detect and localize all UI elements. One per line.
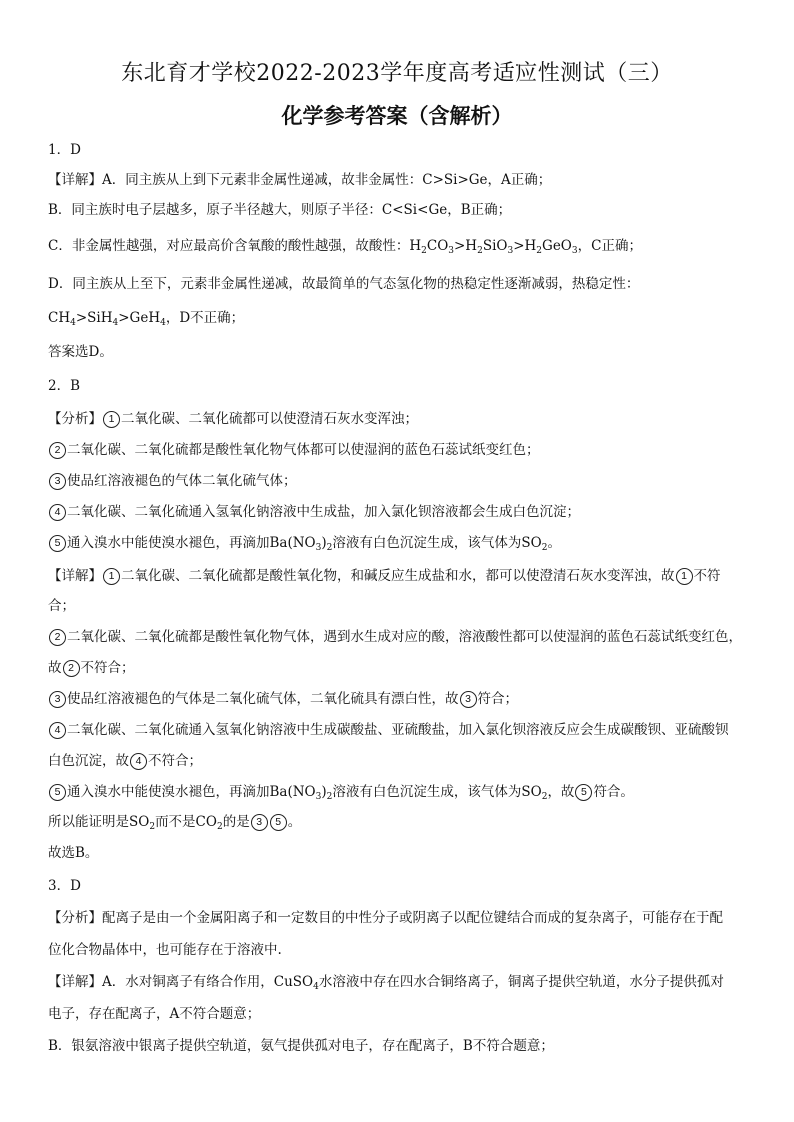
q1-c-suffix: ，C正确； — [577, 238, 642, 254]
q1-d-suffix: ，D不正确； — [165, 310, 245, 326]
circled-number: 3 — [49, 473, 66, 490]
q1-option-d: D．同主族从上至下，元素非金属性递减，故最简单的气态氢化物的热稳定性逐渐减弱，热稳定性： — [48, 276, 640, 292]
q1-answer: 1．D — [48, 142, 81, 158]
q2-detail-3: 3 使品红溶液褪色的气体是二氧化硫气体，二氧化硫具有漂白性，故 3 符合； — [48, 689, 748, 709]
q2-analysis-5: 5 通入溴水中能使溴水褪色，再滴加$Ba(NO_3)_2$溶液有白色沉淀生成，该气体为$SO_2$。 — [48, 533, 748, 553]
circled-number: 3 — [460, 691, 477, 708]
circled-number: 1 — [103, 411, 120, 428]
q3-detail-a2: 电子，存在配离子，A不符合题意； — [48, 1006, 261, 1022]
q2-conclusion: 故选B。 — [48, 845, 99, 861]
q2-analysis-3: 3 使品红溶液褪色的气体二氧化硫气体； — [48, 471, 748, 491]
circled-number: 5 — [270, 814, 287, 831]
q1-option-d-cont — [48, 308, 748, 328]
circled-number: 4 — [130, 753, 147, 770]
circled-number: 2 — [49, 442, 66, 459]
q1-option-c — [48, 236, 748, 256]
q2-detail-5: 5 通入溴水中能使溴水褪色，再滴加$Ba(NO_3)_2$溶液有白色沉淀生成，该气体为$SO_2$，故 5 符合。 — [48, 782, 748, 802]
q2-analysis-1: 【分析】 1 二氧化碳、二氧化硫都可以使澄清石灰水变浑浊； — [48, 411, 418, 427]
circled-number: 3 — [49, 691, 66, 708]
q2-detail-4b: 白色沉淀，故 4 不符合； — [48, 753, 202, 769]
circled-number: 2 — [49, 629, 66, 646]
q3-analysis-a: 【分析】配离子是由一个金属阳离子和一定数目的中性分子或阴离子以配位键结合而成的复杂离子，可能存在于配 — [48, 910, 723, 926]
q2-answer: 2．B — [48, 378, 81, 394]
q1-option-b: B．同主族时电子层越多，原子半径越大，则原子半径：C<Si<Ge，B正确； — [48, 202, 512, 218]
q2-analysis-4: 4 二氧化碳、二氧化硫通入氢氧化钠溶液中生成盐，加入氯化钡溶液都会生成白色沉淀； — [48, 502, 748, 522]
circled-number: 5 — [49, 535, 66, 552]
q1-c-formula: $H_2CO_3>H_2SiO_3>H_2GeO_3$ — [409, 238, 578, 256]
q2-detail-1b: 合； — [48, 598, 75, 614]
q1-c-text: C．非金属性越强，对应最高价含氧酸的酸性越强，故酸性： — [48, 238, 410, 254]
circled-number: 2 — [63, 660, 80, 677]
circled-number: 4 — [49, 722, 66, 739]
q1-d-formula: $CH_4>SiH_4>GeH_4$ — [48, 310, 166, 328]
q2-detail-4a: 4 二氧化碳、二氧化硫通入氢氧化钠溶液中生成碳酸盐、亚硫酸盐，加入氯化钡溶液反应会生成碳酸钡、亚硫酸钡 — [48, 720, 748, 740]
q3-detail-a1: 【详解】A．水对铜离子有络合作用，CuSO$_4$水溶液中存在四水合铜络离子，铜离子提供空轨道，水分子提供孤对 — [48, 974, 724, 992]
circled-number: 1 — [676, 568, 693, 585]
q3-analysis-b: 位化合物晶体中，也可能存在于溶液中. — [48, 942, 282, 958]
q2-detail-2a: 2 二氧化碳、二氧化硫都是酸性氧化物气体，遇到水生成对应的酸，溶液酸性都可以使湿润的蓝色石蕊试纸变红色， — [48, 627, 748, 647]
circled-number: 3 — [251, 814, 268, 831]
q3-answer: 3．D — [48, 878, 81, 894]
q2-detail-2b: 故 2 不符合； — [48, 660, 135, 676]
circled-number: 5 — [575, 784, 592, 801]
page-subtitle: 化学参考答案（含解析） — [281, 103, 513, 128]
q2-detail-1a: 【详解】 1 二氧化碳、二氧化硫都是酸性氧化物，和碱反应生成盐和水，都可以使澄清石灰水变浑浊，故 1 不符 — [48, 568, 721, 584]
circled-number: 1 — [103, 568, 120, 585]
q1-conclusion: 答案选D。 — [48, 344, 113, 360]
q3-option-b: B．银氨溶液中银离子提供空轨道，氨气提供孤对电子，存在配离子，B不符合题意； — [48, 1038, 554, 1054]
circled-number: 5 — [49, 784, 66, 801]
q1-detail-a: 【详解】A．同主族从上到下元素非金属性递减，故非金属性：C>Si>Ge，A正确； — [48, 172, 552, 188]
circled-number: 4 — [49, 504, 66, 521]
q2-analysis-2: 2 二氧化碳、二氧化硫都是酸性氧化物气体都可以使湿润的蓝色石蕊试纸变红色； — [48, 440, 748, 460]
q2-proof: 所以能证明是$SO_2$而不是$CO_2$的是 3 5 。 — [48, 814, 302, 832]
page-title: 东北育才学校2022-2023学年度高考适应性测试（三） — [121, 61, 673, 86]
